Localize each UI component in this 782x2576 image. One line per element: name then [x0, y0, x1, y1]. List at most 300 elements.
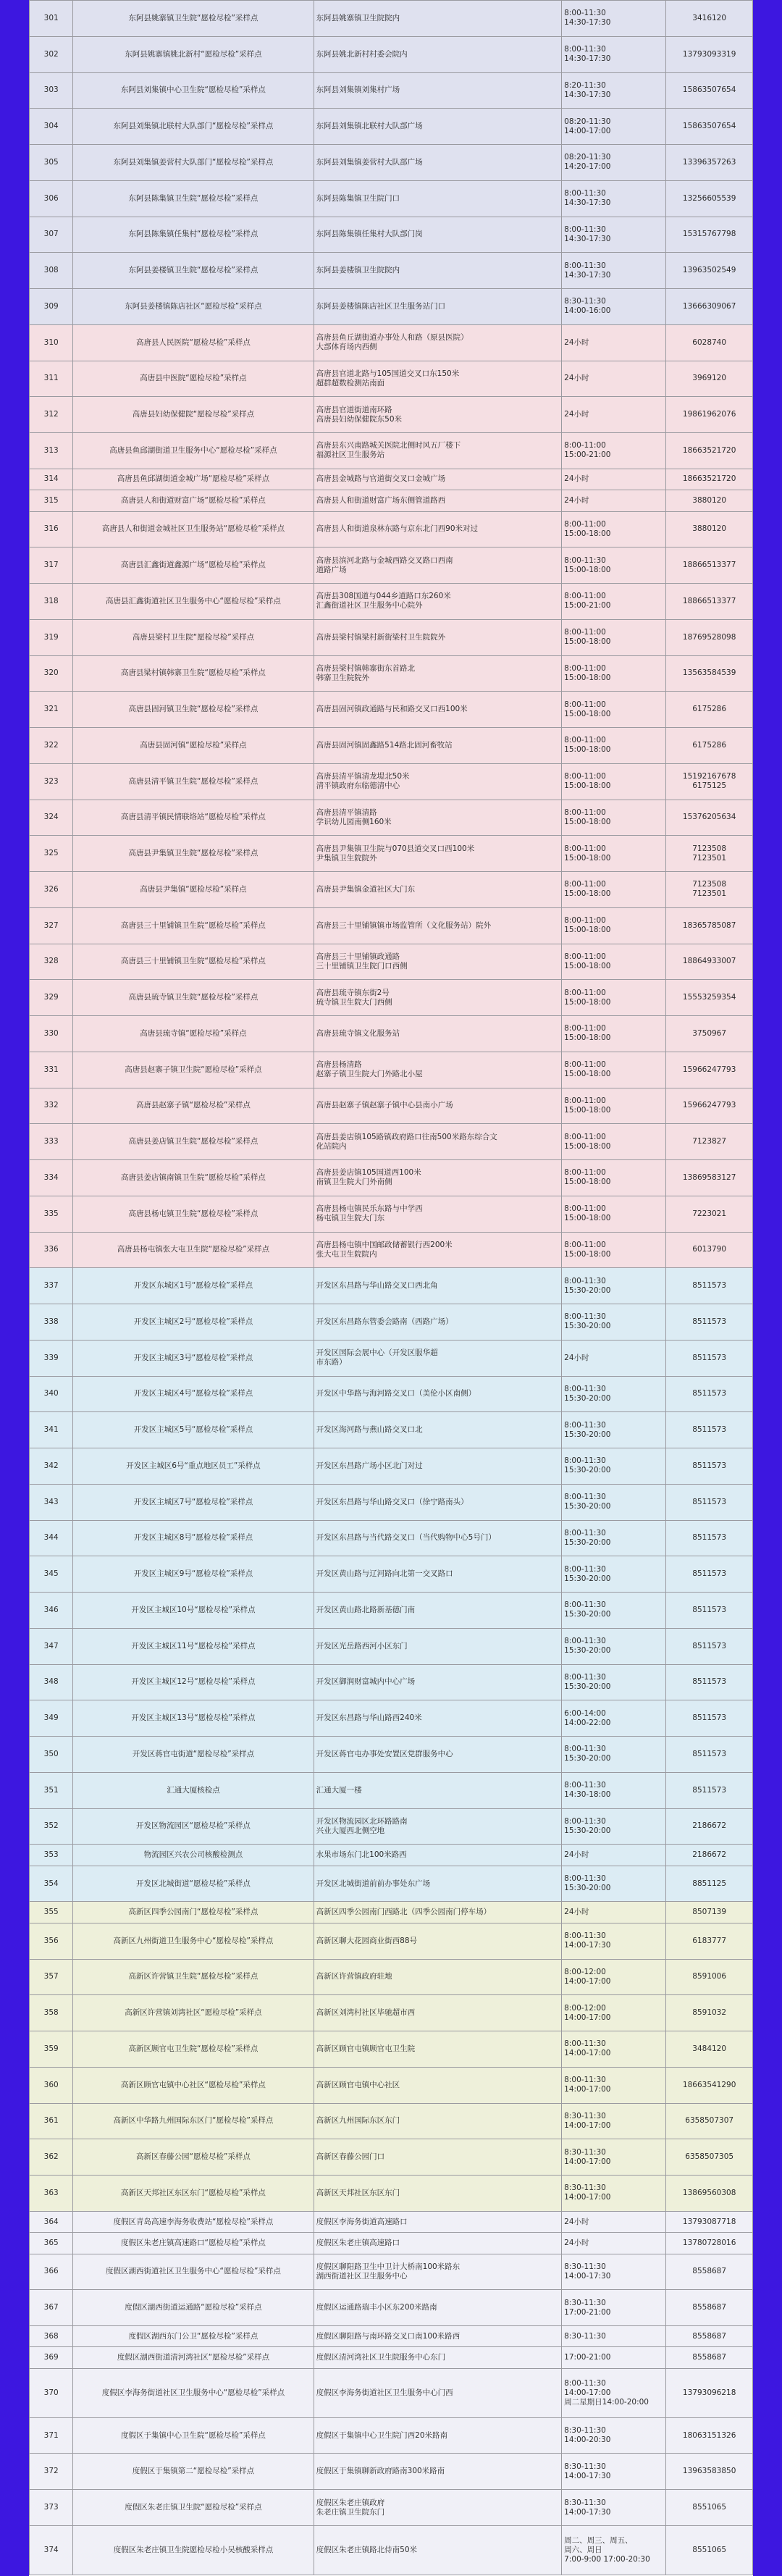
site-name: 度假区于集镇中心卫生院“愿检尽检”采样点: [73, 2417, 314, 2454]
table-row: [30, 1160, 753, 1196]
site-address: 东阿县陈集镇任集村大队部门岗: [314, 217, 562, 253]
open-hours: 24小时: [562, 1340, 666, 1376]
open-hours: 8:00-11:30 15:30-20:00: [562, 1448, 666, 1485]
contact-phone: 15966247793: [666, 1052, 753, 1088]
table-row: [30, 980, 753, 1016]
contact-phone: 8558687: [666, 2326, 753, 2347]
open-hours: 8:00-11:00 15:00-18:00: [562, 800, 666, 836]
site-address: 度假区清河湾社区卫生院服务中心东门: [314, 2347, 562, 2368]
site-name: 高唐县姜店镇南镇卫生院“愿检尽检”采样点: [73, 1160, 314, 1196]
open-hours: 8:00-11:30 15:30-20:00: [562, 1737, 666, 1773]
open-hours: 24小时: [562, 324, 666, 361]
site-name: 度假区于集镇第二“愿检尽检”采样点: [73, 2454, 314, 2490]
open-hours: 8:00-11:00 15:00-18:00: [562, 1052, 666, 1088]
open-hours: 8:00-11:30 15:30-20:00: [562, 1376, 666, 1412]
site-address: 高唐县尹集镇金道社区大门东: [314, 872, 562, 908]
table-row: [30, 1866, 753, 1902]
site-name: 东阿县姜楼镇卫生院“愿检尽检”采样点: [73, 253, 314, 289]
open-hours: 17:00-21:00: [562, 2347, 666, 2368]
open-hours: 8:00-11:00 15:00-18:00: [562, 763, 666, 800]
open-hours: 24小时: [562, 469, 666, 490]
contact-phone: 15863507654: [666, 72, 753, 109]
site-name: 开发区主城区9号“愿检尽检”采样点: [73, 1556, 314, 1593]
site-name: 高唐县琉寺镇“愿检尽检”采样点: [73, 1016, 314, 1052]
table-row: [30, 1088, 753, 1124]
table-row: [30, 872, 753, 908]
open-hours: 8:00-11:30 15:30-20:00: [562, 1412, 666, 1448]
row-number: 314: [30, 469, 73, 490]
site-address: 开发区物流园区北环路路南 兴业大厦西北侧空地: [314, 1808, 562, 1845]
table-row: [30, 2211, 753, 2232]
row-number: 315: [30, 490, 73, 511]
table-row: [30, 253, 753, 289]
open-hours: 8:00-11:30 14:30-17:30: [562, 180, 666, 217]
open-hours: 8:00-11:30 15:30-20:00: [562, 1556, 666, 1593]
site-address: 高新区聊大花园商业街西88号: [314, 1923, 562, 1959]
table-row: [30, 1737, 753, 1773]
row-number: 345: [30, 1556, 73, 1593]
site-address: 高唐县清平镇清路 学识幼儿园南侧160米: [314, 800, 562, 836]
contact-phone: 8558687: [666, 2254, 753, 2290]
row-number: 321: [30, 692, 73, 728]
contact-phone: 13793087718: [666, 2211, 753, 2232]
table-row: [30, 1808, 753, 1845]
site-name: 高唐县清平镇卫生院“愿检尽检”采样点: [73, 763, 314, 800]
site-name: 度假区朱老庄镇卫生院“愿检尽检”采样点: [73, 2490, 314, 2526]
open-hours: 8:00-11:30 14:00-17:00: [562, 2031, 666, 2068]
row-number: 333: [30, 1124, 73, 1160]
open-hours: 8:00-11:30 14:30-17:30: [562, 253, 666, 289]
site-name: 高唐县赵寨子镇“愿检尽检”采样点: [73, 1088, 314, 1124]
site-name: 高新区中华路九州国际东区门“愿检尽检”采样点: [73, 2103, 314, 2139]
site-address: 开发区国际会展中心（开发区服华超 市东路）: [314, 1340, 562, 1376]
site-address: 开发区东昌路广场小区北门对过: [314, 1448, 562, 1485]
site-name: 高唐县姜店镇卫生院“愿检尽检”采样点: [73, 1124, 314, 1160]
site-name: 高新区许营镇卫生院“愿检尽检”采样点: [73, 1959, 314, 1995]
site-address: 开发区东昌路与华山路交叉口（徐宁路南头）: [314, 1484, 562, 1520]
site-name: 东阿县陈集镇卫生院“愿检尽检”采样点: [73, 180, 314, 217]
site-name: 高唐县尹集镇卫生院“愿检尽检”采样点: [73, 836, 314, 872]
contact-phone: 15192167678 6175125: [666, 763, 753, 800]
row-number: 316: [30, 511, 73, 547]
site-address: 东阿县刘集镇刘集村广场: [314, 72, 562, 109]
site-name: 东阿县刘集镇中心卫生院“愿检尽检”采样点: [73, 72, 314, 109]
row-number: 324: [30, 800, 73, 836]
open-hours: 8:00-11:30 14:30-18:00: [562, 1772, 666, 1808]
table-row: [30, 2368, 753, 2417]
table-row: [30, 619, 753, 655]
table-row: [30, 1902, 753, 1923]
row-number: 318: [30, 584, 73, 620]
row-number: 313: [30, 433, 73, 469]
site-address: 高唐县三十里铺镇政通路 三十里铺镇卫生院门口西侧: [314, 944, 562, 980]
site-address: 水果市场东门北100米路西: [314, 1845, 562, 1866]
site-address: 东阿县刘集镇北联村大队部广场: [314, 109, 562, 145]
site-address: 东阿县姚寨镇卫生院院内: [314, 1, 562, 37]
row-number: 312: [30, 397, 73, 433]
table-row: [30, 72, 753, 109]
open-hours: 8:00-11:30 15:30-20:00: [562, 1664, 666, 1700]
contact-phone: 7123508 7123501: [666, 836, 753, 872]
contact-phone: 8558687: [666, 2290, 753, 2326]
row-number: 358: [30, 1995, 73, 2031]
contact-phone: 8551065: [666, 2490, 753, 2526]
contact-phone: 13869560308: [666, 2176, 753, 2212]
row-number: 319: [30, 619, 73, 655]
open-hours: 8:00-11:30 14:30-17:30: [562, 36, 666, 72]
contact-phone: 18663541290: [666, 2067, 753, 2103]
site-address: 高唐县人和街道泉林东路与京东北门西90米对过: [314, 511, 562, 547]
contact-phone: 6028740: [666, 324, 753, 361]
site-address: 东阿县姜楼镇陈店社区卫生服务站门口: [314, 289, 562, 325]
row-number: 370: [30, 2368, 73, 2417]
table-row: [30, 1664, 753, 1700]
site-name: 高新区许营镇刘湾社区“愿检尽检”采样点: [73, 1995, 314, 2031]
contact-phone: 15376205634: [666, 800, 753, 836]
open-hours: 8:00-11:30 15:30-20:00: [562, 1808, 666, 1845]
site-name: 东阿县姚寨镇卫生院“愿检尽检”采样点: [73, 1, 314, 37]
contact-phone: 8511573: [666, 1448, 753, 1485]
contact-phone: 8511573: [666, 1520, 753, 1556]
table-row: [30, 1340, 753, 1376]
contact-phone: 8511573: [666, 1593, 753, 1629]
site-address: 高新区许营镇政府驻地: [314, 1959, 562, 1995]
contact-phone: 13793093319: [666, 36, 753, 72]
row-number: 304: [30, 109, 73, 145]
contact-phone: 3416120: [666, 1, 753, 37]
table-row: [30, 1376, 753, 1412]
site-name: 度假区湖西街道清河湾社区“愿检尽检”采样点: [73, 2347, 314, 2368]
site-address: 东阿县陈集镇卫生院门口: [314, 180, 562, 217]
table-row: [30, 1232, 753, 1268]
row-number: 334: [30, 1160, 73, 1196]
site-address: 度假区于集镇聊新政府路南300米路南: [314, 2454, 562, 2490]
site-address: 开发区东昌路与当代路交叉口（当代购物中心5号门）: [314, 1520, 562, 1556]
site-name: 高唐县人和街道财富广场“愿检尽检”采样点: [73, 490, 314, 511]
site-address: 高唐县固河镇固鑫路514路北固河畜牧站: [314, 728, 562, 764]
contact-phone: 18063151326: [666, 2417, 753, 2454]
table-row: [30, 1448, 753, 1485]
site-name: 高唐县人民医院“愿检尽检”采样点: [73, 324, 314, 361]
site-name: 开发区主城区3号“愿检尽检”采样点: [73, 1340, 314, 1376]
open-hours: 8:00-12:00 14:00-17:00: [562, 1995, 666, 2031]
site-name: 汇通大厦核检点: [73, 1772, 314, 1808]
table-row: [30, 1016, 753, 1052]
open-hours: 8:00-11:00 15:00-18:00: [562, 907, 666, 944]
row-number: 347: [30, 1628, 73, 1664]
site-name: 开发区主城区2号“愿检尽检”采样点: [73, 1304, 314, 1341]
contact-phone: 8511573: [666, 1700, 753, 1737]
open-hours: 8:00-11:30 14:30-17:30: [562, 1, 666, 37]
site-name: 高唐县琉寺镇卫生院“愿检尽检”采样点: [73, 980, 314, 1016]
row-number: 328: [30, 944, 73, 980]
contact-phone: 6358507305: [666, 2139, 753, 2176]
site-name: 开发区主城区6号“重点地区员工”采样点: [73, 1448, 314, 1485]
contact-phone: 8511573: [666, 1340, 753, 1376]
open-hours: 8:00-11:30 15:30-20:00: [562, 1268, 666, 1304]
row-number: 342: [30, 1448, 73, 1485]
open-hours: 8:30-11:30 17:00-21:00: [562, 2290, 666, 2326]
table-row: [30, 2139, 753, 2176]
site-address: 度假区李海务街道社区卫生服务中心门西: [314, 2368, 562, 2417]
table-row: [30, 433, 753, 469]
site-address: 高新区天邦社区东区东门: [314, 2176, 562, 2212]
open-hours: 24小时: [562, 490, 666, 511]
open-hours: 8:00-11:30 15:30-20:00: [562, 1593, 666, 1629]
row-number: 356: [30, 1923, 73, 1959]
row-number: 367: [30, 2290, 73, 2326]
site-name: 东阿县姜楼镇陈店社区“愿检尽检”采样点: [73, 289, 314, 325]
contact-phone: 18663521720: [666, 433, 753, 469]
table-row: [30, 1700, 753, 1737]
contact-phone: 8511573: [666, 1772, 753, 1808]
site-address: 高唐县金城路与官道街交叉口金城广场: [314, 469, 562, 490]
contact-phone: 13963583850: [666, 2454, 753, 2490]
site-name: 高唐县三十里铺镇卫生院“愿检尽检”采样点: [73, 907, 314, 944]
contact-phone: 8511573: [666, 1376, 753, 1412]
table-row: [30, 217, 753, 253]
table-row: [30, 692, 753, 728]
site-address: 开发区中华路与海河路交叉口（美伦小区南侧）: [314, 1376, 562, 1412]
site-address: 开发区海河路与燕山路交叉口北: [314, 1412, 562, 1448]
site-name: 度假区朱老庄镇高速路口“愿检尽检”采样点: [73, 2233, 314, 2254]
page: [29, 0, 753, 2576]
site-address: 高唐县姜店镇105路镇政府路口往南500米路东综合文 化站院内: [314, 1124, 562, 1160]
open-hours: 8:00-11:30 15:30-20:00: [562, 1520, 666, 1556]
contact-phone: 8591032: [666, 1995, 753, 2031]
row-number: 338: [30, 1304, 73, 1341]
table-row: [30, 1959, 753, 1995]
table-row: [30, 655, 753, 692]
row-number: 353: [30, 1845, 73, 1866]
table-row: [30, 1412, 753, 1448]
open-hours: 24小时: [562, 2233, 666, 2254]
row-number: 350: [30, 1737, 73, 1773]
contact-phone: 15966247793: [666, 1088, 753, 1124]
contact-phone: 13396357263: [666, 145, 753, 181]
row-number: 336: [30, 1232, 73, 1268]
site-address: 度假区李海务街道高速路口: [314, 2211, 562, 2232]
site-address: 开发区东昌路与华山路交叉口西北角: [314, 1268, 562, 1304]
site-name: 开发区主城区8号“愿检尽检”采样点: [73, 1520, 314, 1556]
site-address: 高新区刘湾村社区毕驰超市西: [314, 1995, 562, 2031]
site-name: 高唐县梁村卫生院“愿检尽检”采样点: [73, 619, 314, 655]
site-address: 高唐县东兴南路城关医院北侧时风五厂楼下 福源社区卫生服务站: [314, 433, 562, 469]
table-row: [30, 2417, 753, 2454]
open-hours: 8:30-11:30 14:00-17:30: [562, 2454, 666, 2490]
table-row: [30, 2176, 753, 2212]
row-number: 344: [30, 1520, 73, 1556]
site-address: 度假区朱老庄镇政府 朱老庄镇卫生院东门: [314, 2490, 562, 2526]
site-address: 高唐县杨清路 赵寨子镇卫生院大门外路北小屋: [314, 1052, 562, 1088]
row-number: 374: [30, 2525, 73, 2575]
contact-phone: 8551065: [666, 2525, 753, 2575]
row-number: 354: [30, 1866, 73, 1902]
row-number: 305: [30, 145, 73, 181]
table-row: [30, 2525, 753, 2575]
contact-phone: 6183777: [666, 1923, 753, 1959]
contact-phone: 7223021: [666, 1196, 753, 1232]
row-number: 355: [30, 1902, 73, 1923]
contact-phone: 2186672: [666, 1808, 753, 1845]
site-name: 开发区主城区7号“愿检尽检”采样点: [73, 1484, 314, 1520]
site-name: 开发区主城区13号“愿检尽检”采样点: [73, 1700, 314, 1737]
table-row: [30, 944, 753, 980]
sampling-points-table: [29, 0, 753, 2575]
site-address: 高唐县固河镇政通路与民和路交叉口西100米: [314, 692, 562, 728]
open-hours: 8:00-11:00 15:00-18:00: [562, 1160, 666, 1196]
open-hours: 8:30-11:30 14:00-17:00: [562, 2176, 666, 2212]
site-name: 度假区朱老庄镇卫生院愿检尽检小吴核酸采样点: [73, 2525, 314, 2575]
row-number: 364: [30, 2211, 73, 2232]
row-number: 361: [30, 2103, 73, 2139]
row-number: 371: [30, 2417, 73, 2454]
contact-phone: 18864933007: [666, 944, 753, 980]
row-number: 343: [30, 1484, 73, 1520]
site-address: 高唐县官道北路与105国道交叉口东150米 超群超数检测站南面: [314, 361, 562, 397]
site-name: 开发区物流园区“愿检尽检”采样点: [73, 1808, 314, 1845]
contact-phone: 18769528098: [666, 619, 753, 655]
site-address: 高唐县人和街道财富广场东侧管道路西: [314, 490, 562, 511]
contact-phone: 13963502549: [666, 253, 753, 289]
contact-phone: 18866513377: [666, 547, 753, 584]
row-number: 368: [30, 2326, 73, 2347]
site-name: 高唐县汇鑫街道鑫源广场“愿检尽检”采样点: [73, 547, 314, 584]
site-address: 东阿县刘集镇姜营村大队部广场: [314, 145, 562, 181]
site-name: 高唐县人和街道金城社区卫生服务站“愿检尽检”采样点: [73, 511, 314, 547]
open-hours: 8:00-11:00 15:00-18:00: [562, 655, 666, 692]
row-number: 341: [30, 1412, 73, 1448]
site-address: 高唐县鱼丘湖街道办事处人和路（原县医院） 大部体育场内西侧: [314, 324, 562, 361]
row-number: 320: [30, 655, 73, 692]
table-row: [30, 1556, 753, 1593]
site-address: 高唐县梁村镇梁村新街梁村卫生院院外: [314, 619, 562, 655]
table-row: [30, 2290, 753, 2326]
site-address: 高唐县三十里铺镇镇市场监管所（文化服务站）院外: [314, 907, 562, 944]
site-address: 开发区光岳路西河小区东门: [314, 1628, 562, 1664]
table-row: [30, 1196, 753, 1232]
site-name: 高唐县三十里铺镇卫生院“愿检尽检”采样点: [73, 944, 314, 980]
contact-phone: 13666309067: [666, 289, 753, 325]
site-address: 高唐县官道街道南环路 高唐县妇幼保健院东50米: [314, 397, 562, 433]
site-address: 开发区蒋官屯办事处安置区党群服务中心: [314, 1737, 562, 1773]
contact-phone: 6358507307: [666, 2103, 753, 2139]
open-hours: 24小时: [562, 2211, 666, 2232]
contact-phone: 19861962076: [666, 397, 753, 433]
contact-phone: 13793096218: [666, 2368, 753, 2417]
contact-phone: 3880120: [666, 490, 753, 511]
contact-phone: 7123508 7123501: [666, 872, 753, 908]
table-row: [30, 1995, 753, 2031]
table-row: [30, 800, 753, 836]
site-name: 高唐县清平镇民情联络站“愿检尽检”采样点: [73, 800, 314, 836]
open-hours: 8:00-11:00 15:00-18:00: [562, 619, 666, 655]
open-hours: 8:00-11:30 14:00-17:00 周二星期日14:00-20:00: [562, 2368, 666, 2417]
open-hours: 8:30-11:30 14:00-16:00: [562, 289, 666, 325]
open-hours: 8:00-12:00 14:00-17:00: [562, 1959, 666, 1995]
open-hours: 8:00-11:00 15:00-18:00: [562, 944, 666, 980]
open-hours: 8:00-11:00 15:00-18:00: [562, 1016, 666, 1052]
site-address: 高唐县杨屯镇中国邮政储蓄银行西200米 张大屯卫生院院内: [314, 1232, 562, 1268]
open-hours: 8:00-11:30 15:30-20:00: [562, 1484, 666, 1520]
contact-phone: 8851125: [666, 1866, 753, 1902]
open-hours: 8:00-11:00 15:00-21:00: [562, 584, 666, 620]
table-row: [30, 728, 753, 764]
row-number: 365: [30, 2233, 73, 2254]
site-name: 东阿县姚寨镇姚北新村“愿检尽检”采样点: [73, 36, 314, 72]
site-name: 高新区顾官屯卫生院“愿检尽检”采样点: [73, 2031, 314, 2068]
contact-phone: 8511573: [666, 1628, 753, 1664]
table-row: [30, 1052, 753, 1088]
open-hours: 8:00-11:30 15:00-18:00: [562, 547, 666, 584]
site-name: 开发区北城街道“愿检尽检”采样点: [73, 1866, 314, 1902]
contact-phone: 6175286: [666, 728, 753, 764]
row-number: 308: [30, 253, 73, 289]
site-name: 高唐县汇鑫街道社区卫生服务中心“愿检尽检”采样点: [73, 584, 314, 620]
table-row: [30, 469, 753, 490]
table-row: [30, 2031, 753, 2068]
table-row: [30, 1628, 753, 1664]
row-number: 301: [30, 1, 73, 37]
contact-phone: 13780728016: [666, 2233, 753, 2254]
row-number: 302: [30, 36, 73, 72]
table-row: [30, 2347, 753, 2368]
site-name: 高唐县赵寨子镇卫生院“愿检尽检”采样点: [73, 1052, 314, 1088]
open-hours: 6:00-14:00 14:00-22:00: [562, 1700, 666, 1737]
row-number: 332: [30, 1088, 73, 1124]
table-row: [30, 763, 753, 800]
open-hours: 8:30-11:30 14:00-20:30: [562, 2417, 666, 2454]
contact-phone: 8511573: [666, 1412, 753, 1448]
site-address: 高唐县琉寺镇文化服务站: [314, 1016, 562, 1052]
row-number: 366: [30, 2254, 73, 2290]
contact-phone: 8511573: [666, 1304, 753, 1341]
row-number: 360: [30, 2067, 73, 2103]
site-name: 高唐县固河镇“愿检尽检”采样点: [73, 728, 314, 764]
open-hours: 8:30-11:30 14:00-17:00: [562, 2139, 666, 2176]
contact-phone: 8511573: [666, 1268, 753, 1304]
table-row: [30, 2067, 753, 2103]
site-name: 开发区蒋官屯街道“愿检尽检”采样点: [73, 1737, 314, 1773]
table-row: [30, 324, 753, 361]
row-number: 326: [30, 872, 73, 908]
site-address: 度假区聊阳路卫生中卫计大桥南100米路东 湖西街道社区卫生服务中心: [314, 2254, 562, 2290]
open-hours: 8:00-11:30 14:30-17:30: [562, 217, 666, 253]
row-number: 337: [30, 1268, 73, 1304]
site-name: 开发区主城区10号“愿检尽检”采样点: [73, 1593, 314, 1629]
open-hours: 24小时: [562, 1902, 666, 1923]
contact-phone: 15863507654: [666, 109, 753, 145]
row-number: 311: [30, 361, 73, 397]
site-name: 度假区湖西街道运通路“愿检尽检”采样点: [73, 2290, 314, 2326]
table-row: [30, 397, 753, 433]
site-address: 东阿县姚北新村村委会院内: [314, 36, 562, 72]
site-name: 高新区九州街道卫生服务中心“愿检尽检”采样点: [73, 1923, 314, 1959]
site-name: 高唐县鱼邱湖街道卫生服务中心“愿检尽检”采样点: [73, 433, 314, 469]
site-name: 度假区李海务街道社区卫生服务中心“愿检尽检”采样点: [73, 2368, 314, 2417]
site-address: 东阿县姜楼镇卫生院院内: [314, 253, 562, 289]
open-hours: 8:00-11:30 15:30-20:00: [562, 1628, 666, 1664]
site-name: 物流园区兴农公司核酸检测点: [73, 1845, 314, 1866]
contact-phone: 3484120: [666, 2031, 753, 2068]
contact-phone: 6175286: [666, 692, 753, 728]
row-number: 357: [30, 1959, 73, 1995]
row-number: 369: [30, 2347, 73, 2368]
site-name: 高新区春藤公园“愿检尽检”采样点: [73, 2139, 314, 2176]
site-address: 高唐县姜店镇105国道西100米 南镇卫生院大门外南侧: [314, 1160, 562, 1196]
contact-phone: 13256605539: [666, 180, 753, 217]
table-row: [30, 511, 753, 547]
